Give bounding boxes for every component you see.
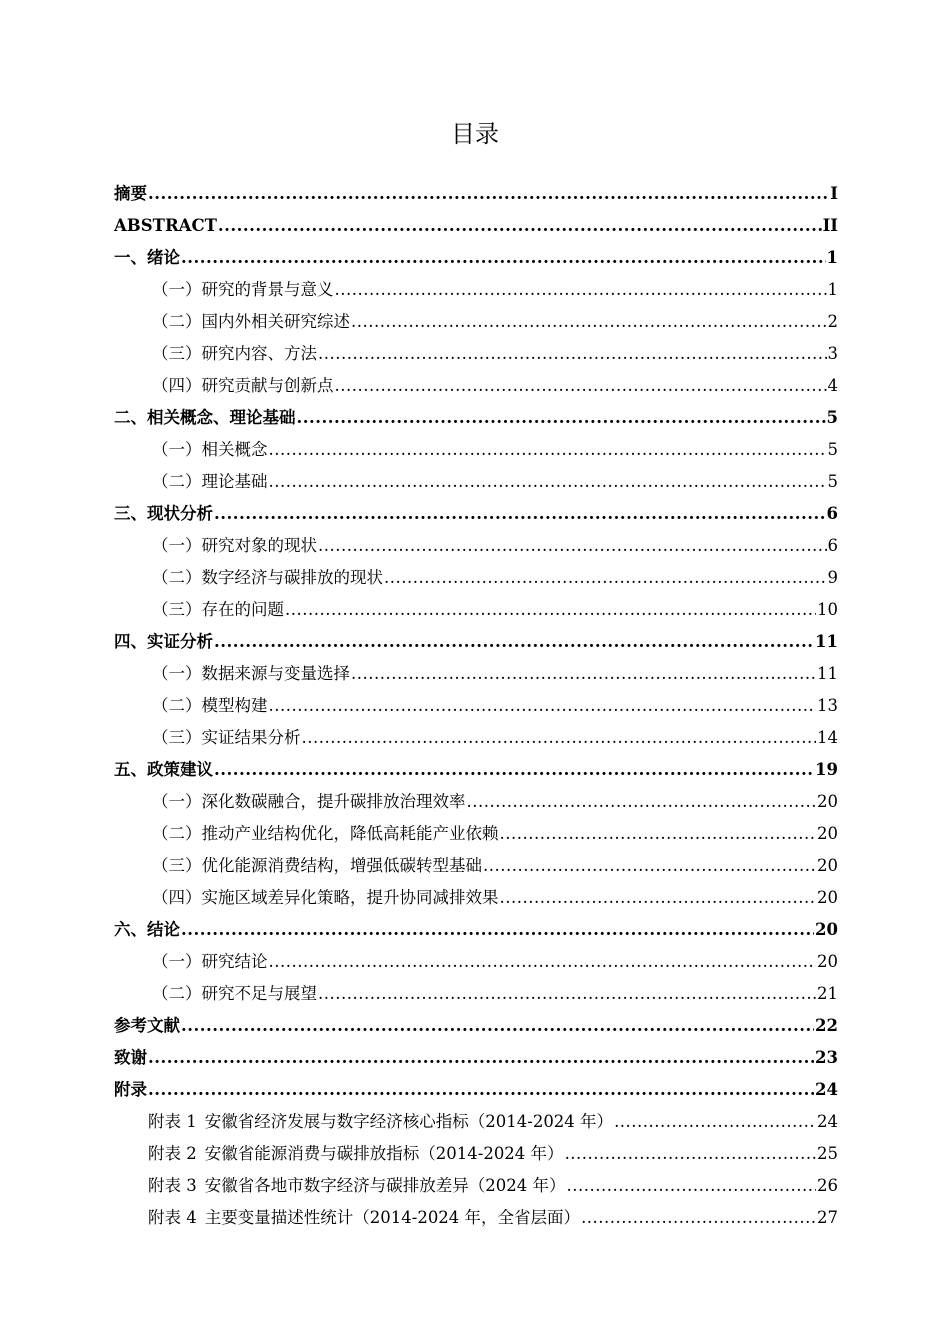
- toc-entry-title: 国内外相关研究综述: [201, 312, 350, 331]
- toc-entry-page: 20: [817, 824, 838, 843]
- toc-entry-page: 21: [817, 984, 838, 1003]
- dot-leader: [214, 754, 814, 786]
- toc-entry[interactable]: [114, 1170, 838, 1202]
- toc-entry-page: II: [822, 216, 838, 235]
- toc-entry-title: 参考文献: [114, 1016, 180, 1035]
- toc-entry-page: 20: [817, 856, 838, 875]
- dot-leader: [614, 1106, 816, 1138]
- dot-leader: [500, 818, 817, 850]
- toc-entry-title: 相关概念: [201, 440, 268, 459]
- toc-entry[interactable]: [114, 466, 838, 498]
- toc-entry-title: 安徽省能源消费与碳排放指标（2014-2024 年）: [204, 1144, 564, 1163]
- toc-entry[interactable]: [114, 498, 838, 530]
- toc-entry-page: 20: [815, 920, 838, 939]
- toc-entry-number: （一）: [152, 952, 202, 971]
- toc-entry-number: （二）: [152, 696, 202, 715]
- toc-entry-page: 22: [815, 1016, 838, 1035]
- dot-leader: [318, 978, 816, 1010]
- toc-entry-title: （四）研究贡献与创新点: [152, 376, 334, 395]
- toc-entry-title: 实证分析: [147, 632, 213, 651]
- toc-entry-title: 研究的背景与意义: [201, 280, 334, 299]
- toc-entry-page: 6: [826, 504, 838, 523]
- toc-entry-title: 研究内容、方法: [201, 344, 317, 363]
- toc-entry-number: 五、: [114, 760, 147, 779]
- toc-entry[interactable]: [114, 1138, 838, 1170]
- toc-entry[interactable]: [114, 242, 838, 274]
- dot-leader: [581, 1202, 816, 1234]
- dot-leader: [285, 594, 816, 626]
- toc-entry[interactable]: [114, 914, 838, 946]
- toc-entry-page: 26: [817, 1176, 838, 1195]
- toc-entry-title: 实施区域差异化策略，提升协同减排效果: [201, 888, 499, 907]
- toc-entry[interactable]: [114, 1010, 838, 1042]
- toc-entry[interactable]: [114, 274, 838, 306]
- dot-leader: [269, 690, 817, 722]
- toc-entry-number: （三）: [152, 856, 202, 875]
- toc-entry[interactable]: [114, 1202, 838, 1234]
- toc-entry[interactable]: [114, 626, 838, 658]
- toc-entry-page: 11: [817, 664, 838, 683]
- toc-entry[interactable]: [114, 690, 838, 722]
- toc-entry[interactable]: [114, 658, 838, 690]
- toc-entry-number: 六、: [114, 920, 147, 939]
- toc-entry-title: 实证结果分析: [201, 728, 301, 747]
- toc-entry[interactable]: [114, 850, 838, 882]
- toc-entry-number: 附表 2: [148, 1144, 197, 1163]
- toc-entry-page: 20: [817, 888, 838, 907]
- dot-leader: [181, 1010, 814, 1042]
- toc-entry-number: 四、: [114, 632, 147, 651]
- toc-entry-title: 附录: [114, 1080, 147, 1099]
- toc-entry[interactable]: [114, 722, 838, 754]
- dot-leader: [318, 338, 827, 370]
- toc-entry-title: 数字经济与碳排放的现状: [201, 568, 383, 587]
- toc-entry-number: （三）: [152, 344, 202, 363]
- toc-entry-page: 3: [827, 344, 838, 363]
- toc-entry[interactable]: [114, 338, 838, 370]
- dot-leader: [351, 306, 827, 338]
- toc-entry-page: 1: [827, 280, 838, 299]
- toc-entry[interactable]: [114, 594, 838, 626]
- toc-entry-title: 安徽省经济发展与数字经济核心指标（2014-2024 年）: [204, 1112, 614, 1131]
- dot-leader: [214, 498, 826, 530]
- toc-entry-title: 理论基础: [201, 472, 268, 491]
- toc-entry-page: 27: [817, 1208, 838, 1227]
- toc-entry-number: （四）: [152, 888, 202, 907]
- dot-leader: [181, 242, 826, 274]
- dot-leader: [384, 562, 827, 594]
- toc-entry[interactable]: [114, 434, 838, 466]
- dot-leader: [148, 1074, 814, 1106]
- dot-leader: [565, 1138, 816, 1170]
- toc-entry-number: （二）: [152, 984, 202, 1003]
- toc-entry[interactable]: [114, 1106, 838, 1138]
- toc-entry-title: 现状分析: [147, 504, 213, 523]
- dot-leader: [148, 1042, 814, 1074]
- toc-entry-title: 数据来源与变量选择: [201, 664, 350, 683]
- toc-entry-title: 政策建议: [147, 760, 213, 779]
- toc-entry[interactable]: [114, 978, 838, 1010]
- dot-leader: [181, 914, 814, 946]
- dot-leader: [218, 210, 822, 242]
- toc-entry-page: 24: [815, 1080, 838, 1099]
- toc-entry[interactable]: [114, 818, 838, 850]
- toc-entry-number: （一）: [152, 440, 202, 459]
- toc-entry-number: 一、: [114, 248, 147, 267]
- toc-entry-title: 主要变量描述性统计（2014-2024 年，全省层面）: [204, 1208, 581, 1227]
- toc-entry-number: （一）: [152, 792, 202, 811]
- toc-entry-page: 9: [827, 568, 838, 587]
- toc-entry-title: 推动产业结构优化，降低高耗能产业依赖: [201, 824, 499, 843]
- toc-entry-number: （三）: [152, 728, 202, 747]
- toc-entry-page: 11: [815, 632, 838, 651]
- dot-leader: [214, 626, 814, 658]
- dot-leader: [351, 658, 816, 690]
- toc-entry-title: ABSTRACT: [114, 216, 217, 235]
- toc-entry[interactable]: [114, 370, 838, 402]
- toc-entry-page: 25: [817, 1144, 838, 1163]
- dot-leader: [335, 370, 827, 402]
- toc-entry[interactable]: [114, 530, 838, 562]
- toc-entry-page: 5: [827, 440, 838, 459]
- toc-entry-number: 三、: [114, 504, 147, 523]
- toc-entry-page: 5: [826, 408, 838, 427]
- dot-leader: [302, 722, 817, 754]
- toc-entry-title: 模型构建: [201, 696, 268, 715]
- toc-entry[interactable]: [114, 786, 838, 818]
- toc-entry-number: 二、: [114, 408, 147, 427]
- toc-entry-number: （三）: [152, 600, 202, 619]
- toc-entry-page: 1: [826, 248, 838, 267]
- toc-entry-number: 附表 4: [148, 1208, 197, 1227]
- toc-entry-page: 20: [817, 952, 838, 971]
- toc-entry-title: 相关概念、理论基础: [147, 408, 296, 427]
- toc-entry[interactable]: [114, 178, 838, 210]
- toc-entry[interactable]: [114, 882, 838, 914]
- toc-entry-number: （一）: [152, 664, 202, 683]
- toc-entry[interactable]: [114, 402, 838, 434]
- toc-entry-page: 5: [827, 472, 838, 491]
- toc-entry[interactable]: [114, 1042, 838, 1074]
- toc-entry-page: 4: [827, 376, 838, 395]
- toc-entry[interactable]: [114, 754, 838, 786]
- dot-leader: [269, 466, 827, 498]
- toc-entry-title: 结论: [147, 920, 180, 939]
- toc-entry-title: 研究不足与展望: [201, 984, 317, 1003]
- toc-entry-number: （二）: [152, 472, 202, 491]
- toc-entry-title: 研究对象的现状: [201, 536, 317, 555]
- toc-entry-title: 优化能源消费结构，增强低碳转型基础: [201, 856, 482, 875]
- toc-entry-title: 绪论: [147, 248, 180, 267]
- dot-leader: [269, 946, 817, 978]
- dot-leader: [269, 434, 827, 466]
- dot-leader: [500, 882, 817, 914]
- toc-entry-page: 20: [817, 792, 838, 811]
- toc-entry-number: （二）: [152, 312, 202, 331]
- toc-entry-number: （一）: [152, 280, 202, 299]
- dot-leader: [297, 402, 826, 434]
- toc-entry-number: （二）: [152, 568, 202, 587]
- toc-entry-title: 存在的问题: [201, 600, 284, 619]
- toc-entry-number: （一）: [152, 536, 202, 555]
- toc-entry-page: I: [830, 184, 838, 203]
- dot-leader: [335, 274, 827, 306]
- toc-entry-page: 23: [815, 1048, 838, 1067]
- toc-entry-title: 深化数碳融合，提升碳排放治理效率: [201, 792, 466, 811]
- toc-entry-page: 24: [817, 1112, 838, 1131]
- toc-entry-page: 14: [817, 728, 838, 747]
- toc-entry[interactable]: [114, 1074, 838, 1106]
- dot-leader: [148, 178, 829, 210]
- page-title: 目录: [451, 120, 499, 148]
- toc-entry-page: 13: [817, 696, 838, 715]
- toc-entry-page: 10: [817, 600, 838, 619]
- toc-entry[interactable]: [114, 562, 838, 594]
- toc-entry-title: 安徽省各地市数字经济与碳排放差异（2024 年）: [204, 1176, 566, 1195]
- dot-leader: [318, 530, 827, 562]
- toc-entry-number: 附表 3: [148, 1176, 197, 1195]
- toc-entry-title: 摘要: [114, 184, 147, 203]
- toc-entry[interactable]: [114, 946, 838, 978]
- table-of-contents: [114, 178, 838, 1234]
- toc-entry-title: 致谢: [114, 1048, 147, 1067]
- dot-leader: [483, 850, 816, 882]
- dot-leader: [467, 786, 817, 818]
- toc-entry[interactable]: [114, 306, 838, 338]
- toc-entry[interactable]: [114, 210, 838, 242]
- toc-entry-page: 19: [815, 760, 838, 779]
- dot-leader: [567, 1170, 817, 1202]
- toc-entry-page: 6: [827, 536, 838, 555]
- toc-entry-number: （二）: [152, 824, 202, 843]
- toc-entry-number: 附表 1: [148, 1112, 197, 1131]
- toc-entry-title: 研究结论: [201, 952, 268, 971]
- toc-entry-page: 2: [827, 312, 838, 331]
